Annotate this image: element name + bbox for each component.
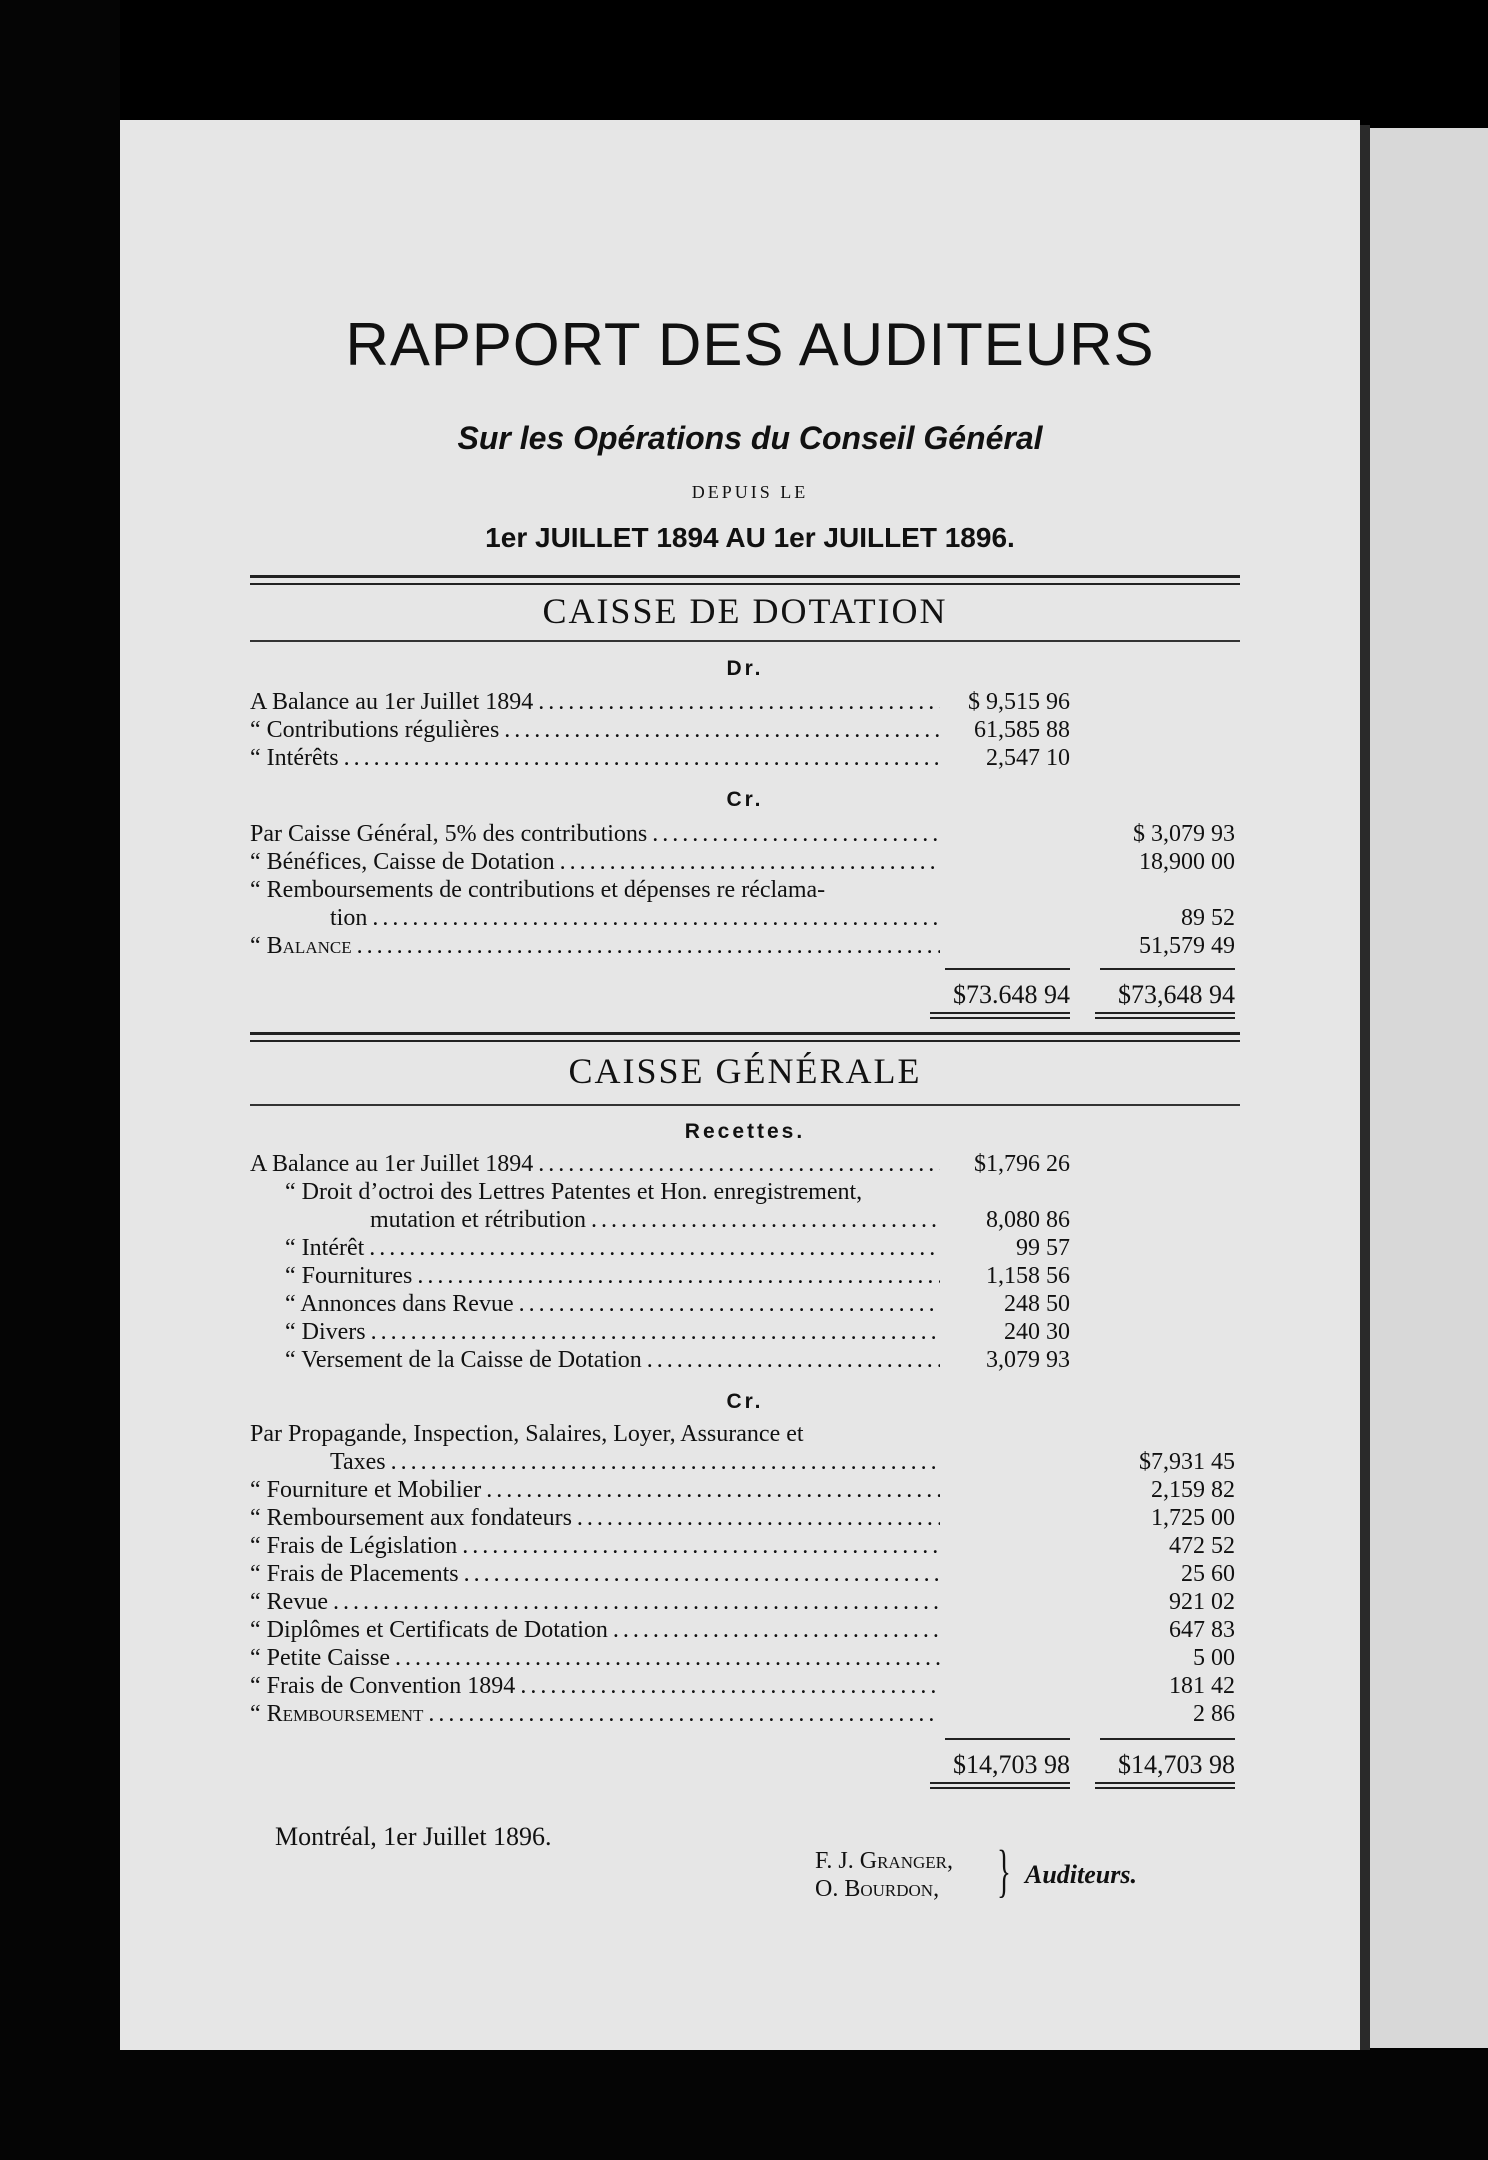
total-underline xyxy=(930,1782,1070,1789)
ledger-row xyxy=(250,932,1250,960)
ledger-row xyxy=(250,1616,1250,1644)
section-title-dotation: CAISSE DE DOTATION xyxy=(542,591,948,631)
ledger-row xyxy=(250,1178,1250,1206)
report-title: RAPPORT DES AUDITEURS xyxy=(345,311,1155,378)
ledger-row xyxy=(250,820,1250,848)
ledger-row xyxy=(250,1588,1250,1616)
total-underline xyxy=(930,1012,1070,1019)
row-amount: $ 3,079 93 xyxy=(1133,821,1235,847)
total-left: $73.648 94 xyxy=(953,980,1070,1009)
row-amount: 472 52 xyxy=(1169,1533,1235,1559)
ledger-row xyxy=(250,1346,1250,1374)
page-content xyxy=(250,120,1370,2050)
row-label: “ Divers . . . xyxy=(285,1318,940,1346)
row-amount: 240 30 xyxy=(1004,1319,1070,1345)
ledger-row xyxy=(250,848,1250,876)
row-label: “ Annonces dans Revue . . . xyxy=(285,1290,940,1318)
adjacent-page xyxy=(1370,128,1488,2048)
row-amount: 18,900 00 xyxy=(1139,849,1235,875)
row-amount: 647 83 xyxy=(1169,1617,1235,1643)
place-date: Montréal, 1er Juillet 1896. xyxy=(275,1822,552,1851)
recettes-heading: Recettes. xyxy=(684,1120,806,1143)
sum-rule xyxy=(945,968,1070,970)
row-label: “ Fournitures . . . xyxy=(285,1262,940,1290)
row-amount: 2,159 82 xyxy=(1151,1477,1235,1503)
row-label: “ Petite Caisse . . . xyxy=(250,1644,940,1672)
row-label: mutation et rétribution . . . xyxy=(370,1206,940,1234)
total-underline xyxy=(1095,1012,1235,1019)
row-label: tion . . . xyxy=(330,904,940,932)
scan-border-left xyxy=(0,0,120,2160)
row-label: Taxes . . . xyxy=(330,1448,940,1476)
row-label: “ Droit d’octroi des Lettres Patentes et Hon. enregistrement, xyxy=(285,1179,863,1205)
row-label: “ Frais de Législation . . . xyxy=(250,1532,940,1560)
sum-rule xyxy=(1100,968,1235,970)
row-label: “ Remboursement . . . xyxy=(250,1700,940,1728)
total-right: $14,703 98 xyxy=(1118,1750,1235,1779)
section-title-generale: CAISSE GÉNÉRALE xyxy=(568,1051,922,1091)
row-label: “ Remboursements de contributions et dépenses re réclama- xyxy=(250,877,826,903)
ledger-row xyxy=(250,1672,1250,1700)
total-left: $14,703 98 xyxy=(953,1750,1070,1779)
row-amount: 2,547 10 xyxy=(986,745,1070,771)
ledger-row xyxy=(250,1206,1250,1234)
row-label: “ Versement de la Caisse de Dotation . . . xyxy=(285,1346,940,1374)
row-amount: 51,579 49 xyxy=(1139,933,1235,959)
rule xyxy=(250,1104,1240,1106)
row-amount: 921 02 xyxy=(1169,1589,1235,1615)
row-amount: 89 52 xyxy=(1181,905,1235,931)
ledger-row xyxy=(250,744,1250,772)
row-amount: $1,796 26 xyxy=(974,1151,1070,1177)
ledger-row xyxy=(250,1420,1250,1448)
row-label: “ Diplômes et Certificats de Dotation . . . xyxy=(250,1616,940,1644)
row-amount: 248 50 xyxy=(1004,1291,1070,1317)
ledger-row xyxy=(250,1700,1250,1728)
ledger-row xyxy=(250,1448,1250,1476)
scan-border-bottom xyxy=(0,2050,1488,2160)
brace-glyph: } xyxy=(996,1838,1011,1903)
auditor-role: Auditeurs. xyxy=(1025,1860,1137,1889)
auditor-name: O. Bourdon, xyxy=(815,1876,940,1902)
row-label: A Balance au 1er Juillet 1894 . . . xyxy=(250,1150,940,1178)
rule xyxy=(250,640,1240,642)
row-amount: 3,079 93 xyxy=(986,1347,1070,1373)
ledger-row xyxy=(250,904,1250,932)
ledger-row xyxy=(250,1318,1250,1346)
row-amount: 1,158 56 xyxy=(986,1263,1070,1289)
row-label: “ Revue . . . xyxy=(250,1588,940,1616)
ledger-row xyxy=(250,716,1250,744)
sum-rule xyxy=(1100,1738,1235,1740)
row-label: Par Caisse Général, 5% des contributions . . . xyxy=(250,820,940,848)
auditor-name: F. J. Granger, xyxy=(815,1848,953,1874)
row-label: “ Balance . . . xyxy=(250,932,940,960)
ledger-row xyxy=(250,1532,1250,1560)
row-label: “ Intérêt . . . xyxy=(285,1234,940,1262)
ledger-row xyxy=(250,1290,1250,1318)
double-rule xyxy=(250,1032,1240,1042)
row-amount: 2 86 xyxy=(1193,1701,1235,1727)
ledger-row xyxy=(250,1150,1250,1178)
row-label: “ Bénéfices, Caisse de Dotation . . . xyxy=(250,848,940,876)
ledger-row xyxy=(250,1476,1250,1504)
ledger-row xyxy=(250,1234,1250,1262)
row-amount: 1,725 00 xyxy=(1151,1505,1235,1531)
ledger-row xyxy=(250,1262,1250,1290)
row-amount: 25 60 xyxy=(1181,1561,1235,1587)
report-period: 1er JUILLET 1894 AU 1er JUILLET 1896. xyxy=(485,522,1015,553)
ledger-row xyxy=(250,876,1250,904)
depuis-label: DEPUIS LE xyxy=(691,482,809,502)
dr-heading: Dr. xyxy=(726,657,764,680)
row-label: “ Remboursement aux fondateurs . . . xyxy=(250,1504,940,1532)
row-label: “ Fourniture et Mobilier . . . xyxy=(250,1476,940,1504)
row-amount: 99 57 xyxy=(1016,1235,1070,1261)
total-right: $73,648 94 xyxy=(1118,980,1235,1009)
ledger-row xyxy=(250,1560,1250,1588)
row-amount: $ 9,515 96 xyxy=(968,689,1070,715)
row-amount: 181 42 xyxy=(1169,1673,1235,1699)
row-label: Par Propagande, Inspection, Salaires, Loyer, Assurance et xyxy=(250,1421,804,1447)
row-amount: 5 00 xyxy=(1193,1645,1235,1671)
report-subtitle: Sur les Opérations du Conseil Général xyxy=(457,420,1043,456)
row-label: “ Contributions régulières . . . xyxy=(250,716,940,744)
row-label: “ Frais de Placements . . . xyxy=(250,1560,940,1588)
sum-rule xyxy=(945,1738,1070,1740)
double-rule xyxy=(250,575,1240,585)
total-underline xyxy=(1095,1782,1235,1789)
document-page xyxy=(120,120,1360,2050)
row-label: “ Frais de Convention 1894 . . . xyxy=(250,1672,940,1700)
cr-heading: Cr. xyxy=(726,1390,764,1413)
row-label: A Balance au 1er Juillet 1894 . . . xyxy=(250,688,940,716)
row-amount: $7,931 45 xyxy=(1139,1449,1235,1475)
row-amount: 61,585 88 xyxy=(974,717,1070,743)
ledger-row xyxy=(250,688,1250,716)
row-amount: 8,080 86 xyxy=(986,1207,1070,1233)
ledger-row xyxy=(250,1644,1250,1672)
ledger-row xyxy=(250,1504,1250,1532)
cr-heading: Cr. xyxy=(726,788,764,811)
row-label: “ Intérêts . . . xyxy=(250,744,940,772)
